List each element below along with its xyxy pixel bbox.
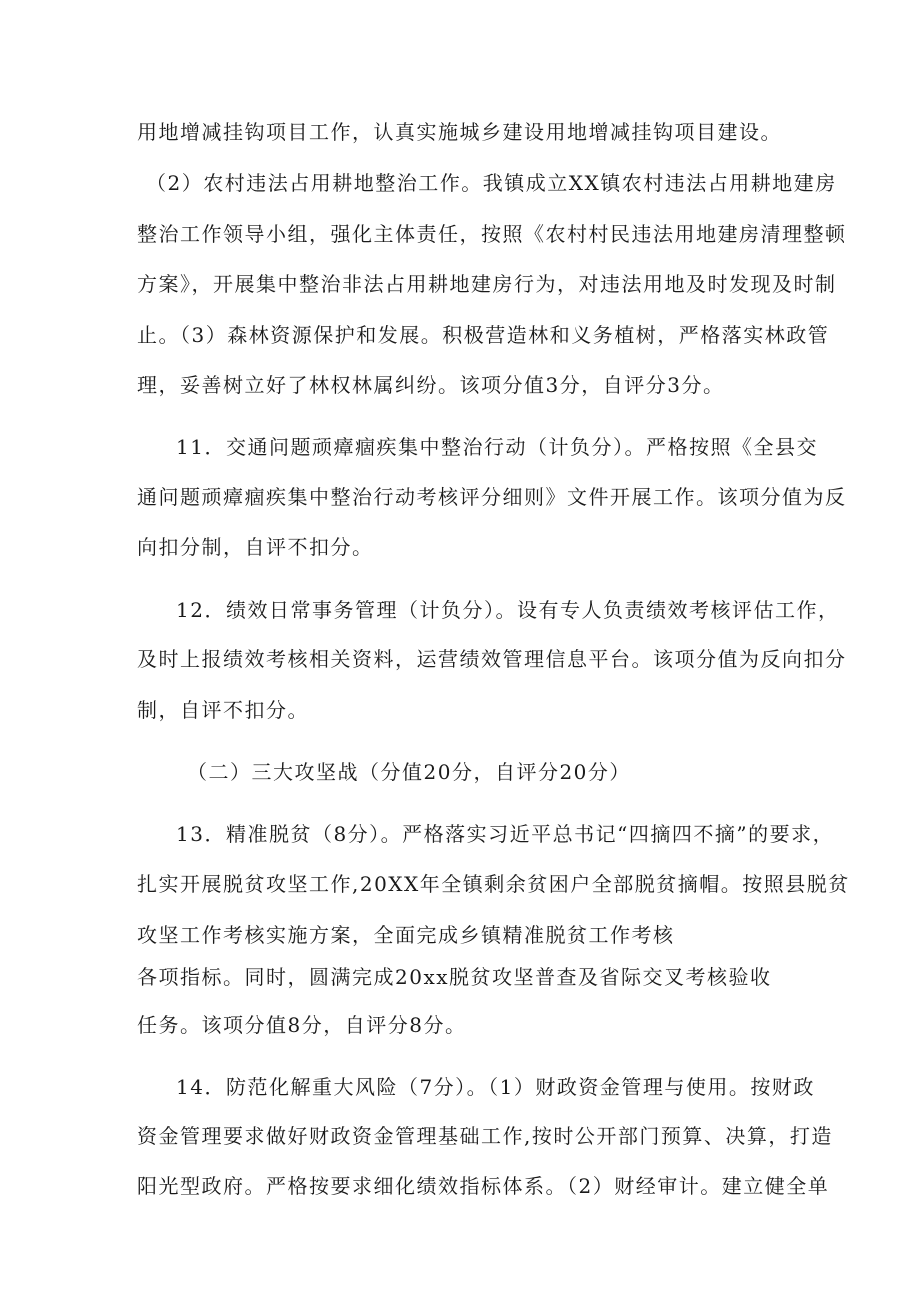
section-heading-11: 11．交通问题顽瘴痼疾集中整治行动（计负分）。严格按照《全县交 — [176, 435, 818, 459]
text-line: 向扣分制，自评不扣分。 — [137, 535, 374, 559]
text-line: 止。（3）森林资源保护和发展。积极营造林和义务植树，严格落实林政管 — [137, 323, 830, 347]
text-line: 各项指标。同时，圆满完成20xx脱贫攻坚普查及省际交叉考核验收 — [137, 965, 772, 989]
section-heading-12: 12．绩效日常事务管理（计负分）。设有专人负责绩效考核评估工作， — [176, 598, 840, 622]
text-line: 及时上报绩效考核相关资料，运营绩效管理信息平台。该项分值为反向扣分 — [137, 647, 847, 671]
section-title: （二）三大攻坚战（分值20分，自评分20分） — [187, 760, 631, 784]
text-line: 资金管理要求做好财政资金管理基础工作,按时公开部门预算、决算，打造 — [137, 1124, 833, 1148]
text-line: 扎实开展脱贫攻坚工作,20XX年全镇剩余贫困户全部脱贫摘帽。按照县脱贫 — [137, 872, 850, 896]
text-line: 用地增减挂钩项目工作，认真实施城乡建设用地增减挂钩项目建设。 — [137, 120, 782, 144]
text-line: 阳光型政府。严格按要求细化绩效指标体系。（2）财经审计。建立健全单 — [137, 1174, 830, 1198]
text-line: 方案》，开展集中整治非法占用耕地建房行为，对违法用地及时发现及时制 — [137, 272, 837, 296]
text-line: （2）农村违法占用耕地整治工作。我镇成立XX镇农村违法占用耕地建房 — [146, 171, 837, 195]
text-line: 整治工作领导小组，强化主体责任，按照《农村村民违法用地建房清理整顿 — [137, 222, 847, 246]
text-line: 通问题顽瘴痼疾集中整治行动考核评分细则》文件开展工作。该项分值为反 — [137, 485, 847, 509]
text-line: 制，自评不扣分。 — [137, 698, 309, 722]
text-line: 攻坚工作考核实施方案，全面完成乡镇精准脱贫工作考核 — [137, 923, 675, 947]
section-heading-13: 13．精准脱贫（8分）。严格落实习近平总书记“四摘四不摘”的要求， — [176, 822, 835, 846]
section-heading-14: 14．防范化解重大风险（7分）。（1）财政资金管理与使用。按财政 — [176, 1075, 815, 1099]
text-line: 理，妥善树立好了林权林属纠纷。该项分值3分，自评分3分。 — [137, 373, 725, 397]
text-line: 任务。该项分值8分，自评分8分。 — [137, 1013, 467, 1037]
